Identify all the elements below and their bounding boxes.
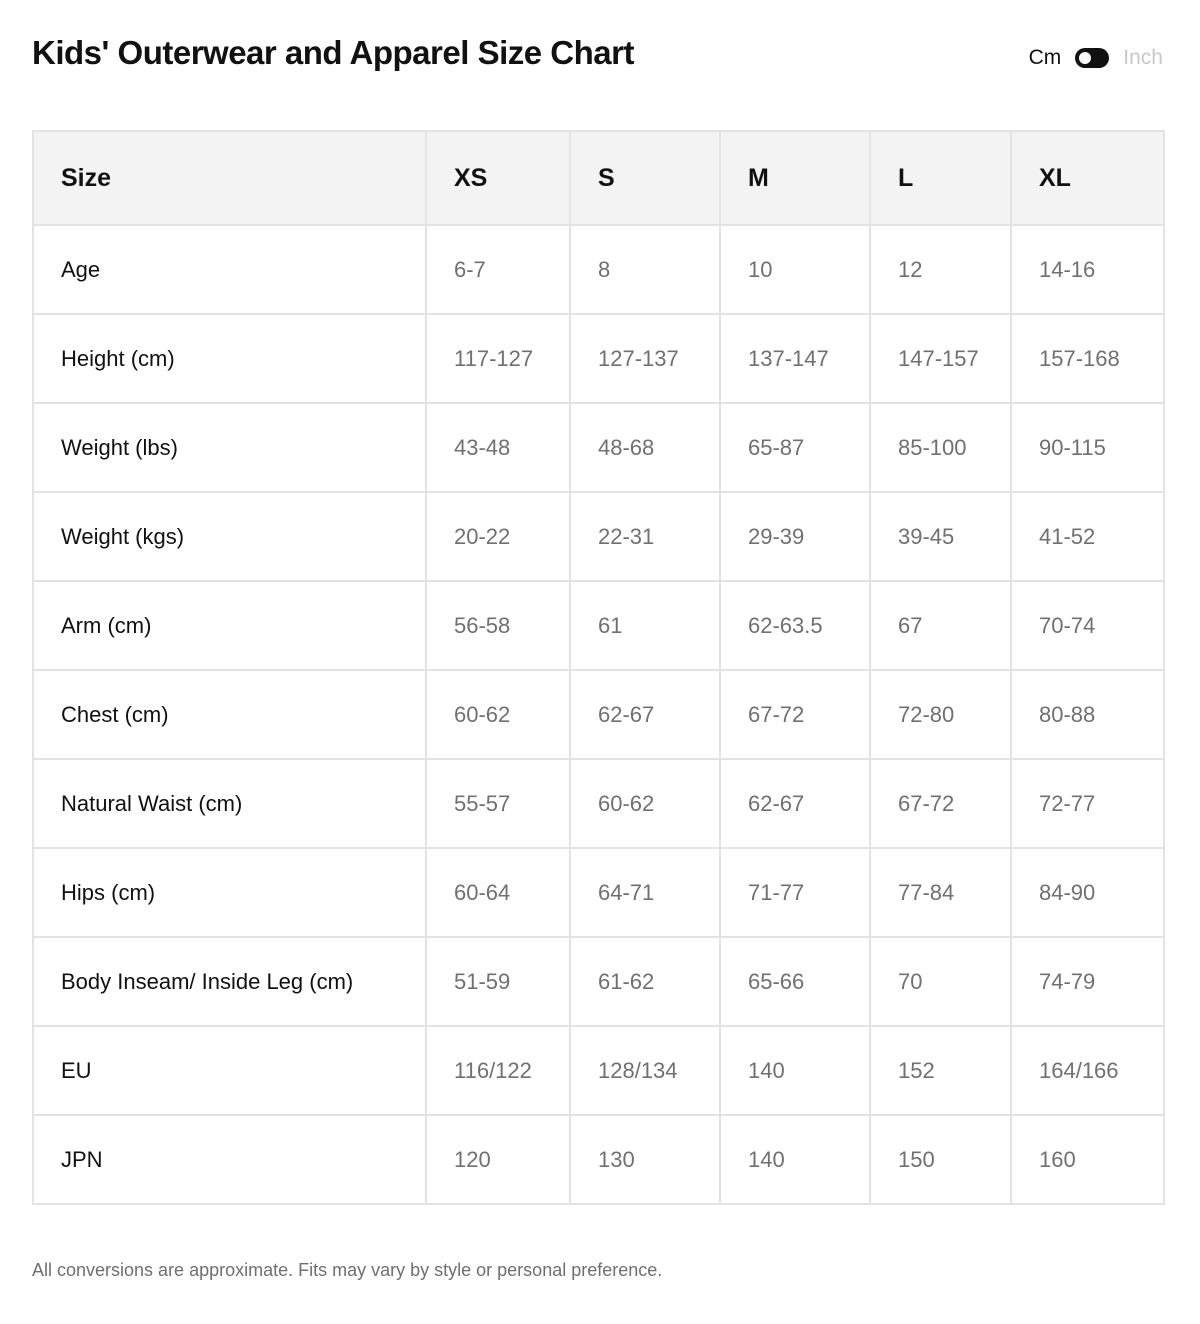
row-label: Natural Waist (cm) bbox=[33, 759, 426, 848]
table-cell: 80-88 bbox=[1011, 670, 1164, 759]
header-size-l: L bbox=[870, 131, 1011, 225]
table-cell: 150 bbox=[870, 1115, 1011, 1204]
table-cell: 62-63.5 bbox=[720, 581, 870, 670]
table-cell: 140 bbox=[720, 1026, 870, 1115]
table-row bbox=[33, 759, 1164, 848]
table-cell: 137-147 bbox=[720, 314, 870, 403]
page-title: Kids' Outerwear and Apparel Size Chart bbox=[32, 34, 634, 71]
table-cell: 77-84 bbox=[870, 848, 1011, 937]
header-size-label: Size bbox=[33, 131, 426, 225]
row-label: Arm (cm) bbox=[33, 581, 426, 670]
table-cell: 67 bbox=[870, 581, 1011, 670]
header-size-m: M bbox=[720, 131, 870, 225]
table-cell: 43-48 bbox=[426, 403, 570, 492]
table-cell: 67-72 bbox=[720, 670, 870, 759]
table-cell: 64-71 bbox=[570, 848, 720, 937]
table-cell: 14-16 bbox=[1011, 225, 1164, 314]
header-size-xl: XL bbox=[1011, 131, 1164, 225]
row-label: EU bbox=[33, 1026, 426, 1115]
row-label: JPN bbox=[33, 1115, 426, 1204]
table-cell: 130 bbox=[570, 1115, 720, 1204]
size-chart-table bbox=[32, 130, 1165, 1205]
table-cell: 51-59 bbox=[426, 937, 570, 1026]
table-row bbox=[33, 581, 1164, 670]
table-header-row bbox=[33, 131, 1164, 225]
unit-toggle bbox=[1029, 46, 1163, 70]
table-cell: 67-72 bbox=[870, 759, 1011, 848]
table-cell: 74-79 bbox=[1011, 937, 1164, 1026]
table-body bbox=[33, 225, 1164, 1204]
table-cell: 72-77 bbox=[1011, 759, 1164, 848]
table-row bbox=[33, 670, 1164, 759]
table-cell: 62-67 bbox=[720, 759, 870, 848]
table-cell: 140 bbox=[720, 1115, 870, 1204]
table-cell: 22-31 bbox=[570, 492, 720, 581]
table-row bbox=[33, 1115, 1164, 1204]
table-cell: 60-64 bbox=[426, 848, 570, 937]
table-cell: 120 bbox=[426, 1115, 570, 1204]
table-cell: 152 bbox=[870, 1026, 1011, 1115]
table-row bbox=[33, 848, 1164, 937]
row-label: Chest (cm) bbox=[33, 670, 426, 759]
footnote: All conversions are approximate. Fits may vary by style or personal preference. bbox=[32, 1260, 663, 1280]
table-cell: 12 bbox=[870, 225, 1011, 314]
table-row bbox=[33, 225, 1164, 314]
unit-toggle-switch[interactable] bbox=[1075, 48, 1109, 68]
row-label: Height (cm) bbox=[33, 314, 426, 403]
table-cell: 90-115 bbox=[1011, 403, 1164, 492]
table-cell: 6-7 bbox=[426, 225, 570, 314]
table-cell: 55-57 bbox=[426, 759, 570, 848]
table-cell: 127-137 bbox=[570, 314, 720, 403]
table-cell: 65-87 bbox=[720, 403, 870, 492]
header-size-s: S bbox=[570, 131, 720, 225]
table-row bbox=[33, 937, 1164, 1026]
table-cell: 72-80 bbox=[870, 670, 1011, 759]
row-label: Weight (kgs) bbox=[33, 492, 426, 581]
table-cell: 84-90 bbox=[1011, 848, 1164, 937]
table-cell: 62-67 bbox=[570, 670, 720, 759]
table-cell: 20-22 bbox=[426, 492, 570, 581]
table-row bbox=[33, 1026, 1164, 1115]
row-label: Hips (cm) bbox=[33, 848, 426, 937]
table-cell: 60-62 bbox=[570, 759, 720, 848]
table-cell: 70-74 bbox=[1011, 581, 1164, 670]
table-cell: 61-62 bbox=[570, 937, 720, 1026]
table-cell: 116/122 bbox=[426, 1026, 570, 1115]
table-cell: 8 bbox=[570, 225, 720, 314]
row-label: Weight (lbs) bbox=[33, 403, 426, 492]
table-cell: 41-52 bbox=[1011, 492, 1164, 581]
table-cell: 61 bbox=[570, 581, 720, 670]
table-cell: 128/134 bbox=[570, 1026, 720, 1115]
table-cell: 117-127 bbox=[426, 314, 570, 403]
table-cell: 10 bbox=[720, 225, 870, 314]
unit-label-inch[interactable]: Inch bbox=[1123, 46, 1163, 69]
table-cell: 147-157 bbox=[870, 314, 1011, 403]
table-cell: 164/166 bbox=[1011, 1026, 1164, 1115]
table-cell: 65-66 bbox=[720, 937, 870, 1026]
table-cell: 160 bbox=[1011, 1115, 1164, 1204]
row-label: Age bbox=[33, 225, 426, 314]
table-cell: 29-39 bbox=[720, 492, 870, 581]
table-cell: 48-68 bbox=[570, 403, 720, 492]
table-cell: 39-45 bbox=[870, 492, 1011, 581]
table-cell: 56-58 bbox=[426, 581, 570, 670]
unit-label-cm[interactable]: Cm bbox=[1028, 46, 1062, 69]
table-row bbox=[33, 314, 1164, 403]
table-cell: 157-168 bbox=[1011, 314, 1164, 403]
toggle-knob-icon bbox=[1079, 52, 1091, 64]
table-row bbox=[33, 492, 1164, 581]
row-label: Body Inseam/ Inside Leg (cm) bbox=[33, 937, 426, 1026]
table-cell: 71-77 bbox=[720, 848, 870, 937]
table-cell: 70 bbox=[870, 937, 1011, 1026]
table-cell: 60-62 bbox=[426, 670, 570, 759]
table-cell: 85-100 bbox=[870, 403, 1011, 492]
table-row bbox=[33, 403, 1164, 492]
header-size-xs: XS bbox=[426, 131, 570, 225]
